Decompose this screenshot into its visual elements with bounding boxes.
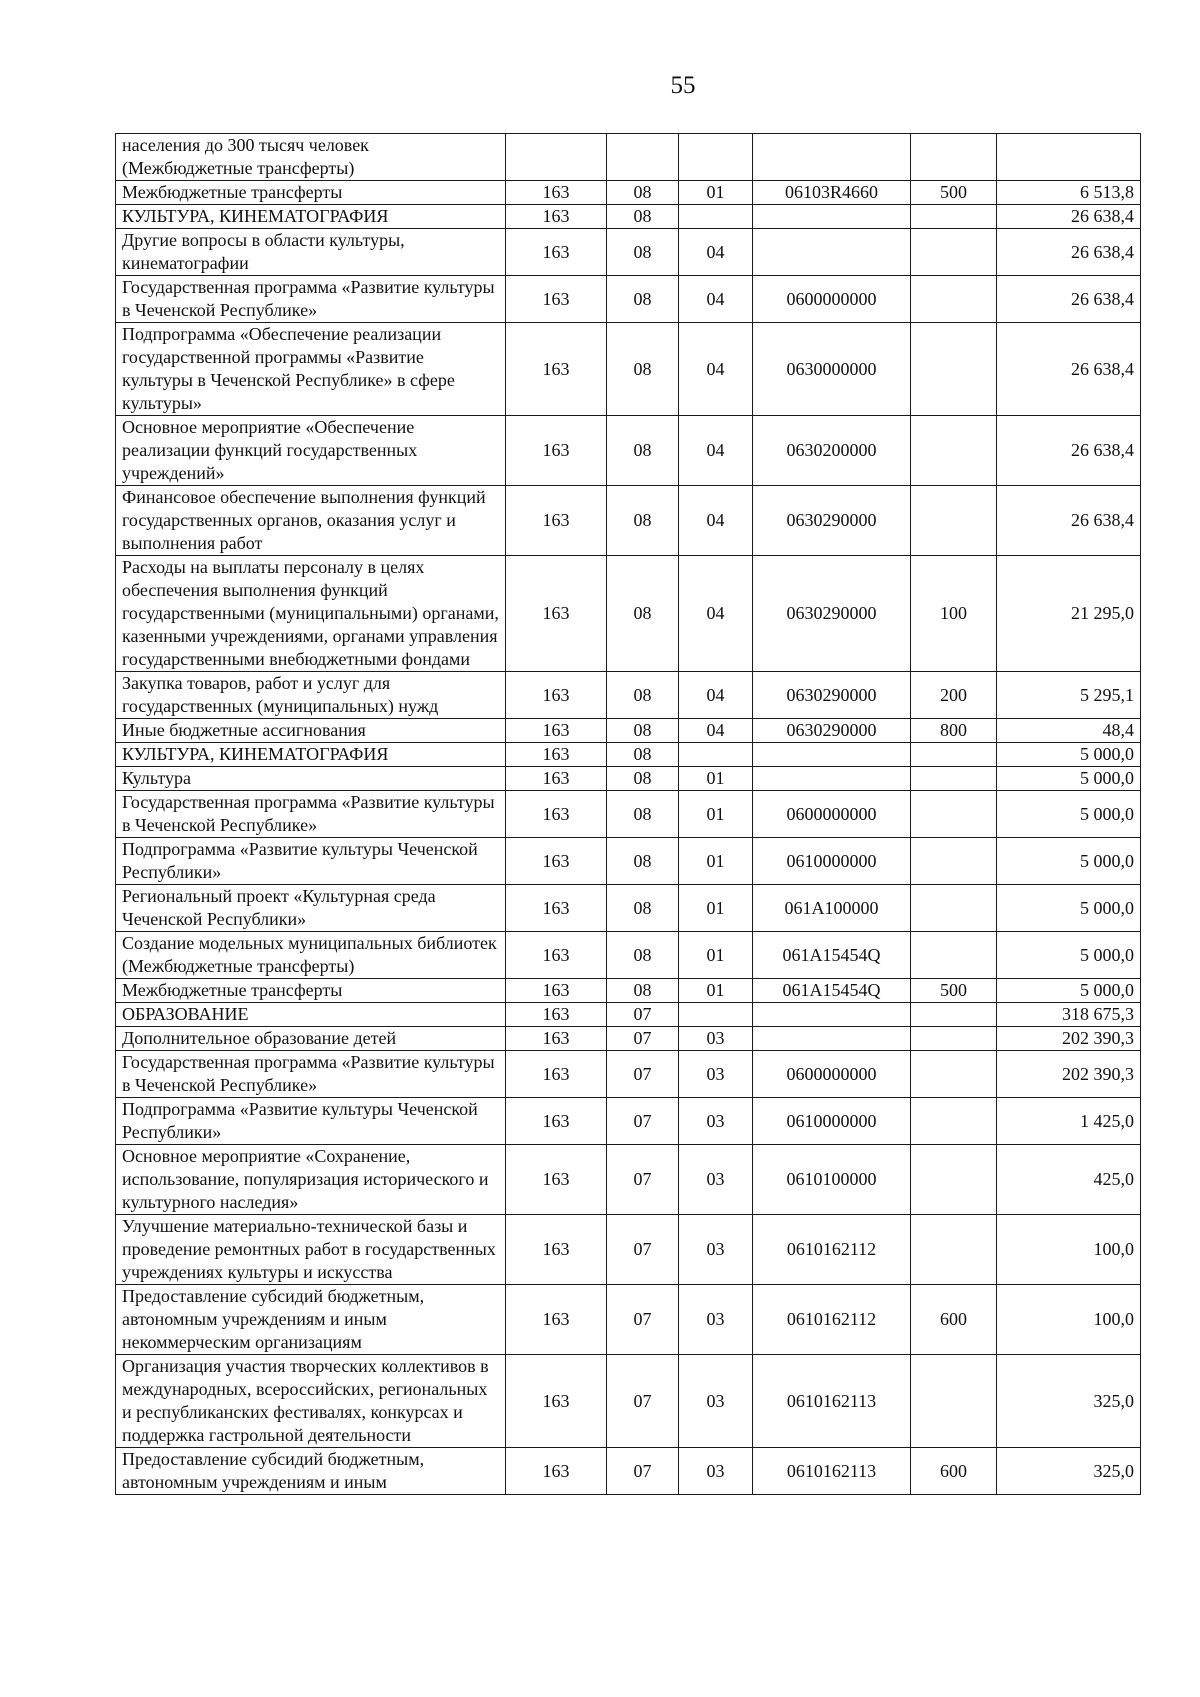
row-name: Межбюджетные трансферты — [116, 181, 506, 205]
subsection-code: 04 — [679, 486, 753, 556]
amount: 5 000,0 — [997, 885, 1141, 932]
amount: 26 638,4 — [997, 229, 1141, 276]
target-article-code: 061A15454Q — [753, 979, 911, 1003]
table-row — [116, 1355, 1141, 1448]
grbs-code: 163 — [506, 416, 607, 486]
subsection-code — [679, 134, 753, 181]
target-article-code — [753, 1027, 911, 1051]
subsection-code: 03 — [679, 1448, 753, 1495]
target-article-code: 0610162112 — [753, 1285, 911, 1355]
row-name: Предоставление субсидий бюджетным, автономным учреждениям и иным некоммерческим организациям — [116, 1285, 506, 1355]
grbs-code: 163 — [506, 719, 607, 743]
table-row — [116, 416, 1141, 486]
table-row — [116, 1051, 1141, 1098]
expense-type-code — [911, 1051, 997, 1098]
target-article-code: 0610162112 — [753, 1215, 911, 1285]
amount: 26 638,4 — [997, 276, 1141, 323]
expense-type-code — [911, 838, 997, 885]
subsection-code: 03 — [679, 1215, 753, 1285]
row-name: Подпрограмма «Обеспечение реализации государственной программы «Развитие культуры в Чеченской Республике» в сфере культуры» — [116, 323, 506, 416]
expense-type-code — [911, 276, 997, 323]
section-code: 07 — [607, 1027, 679, 1051]
grbs-code: 163 — [506, 743, 607, 767]
section-code — [607, 134, 679, 181]
grbs-code: 163 — [506, 1145, 607, 1215]
amount: 100,0 — [997, 1285, 1141, 1355]
grbs-code: 163 — [506, 323, 607, 416]
subsection-code: 04 — [679, 229, 753, 276]
target-article-code: 0600000000 — [753, 791, 911, 838]
subsection-code: 03 — [679, 1051, 753, 1098]
section-code: 08 — [607, 229, 679, 276]
row-name: Иные бюджетные ассигнования — [116, 719, 506, 743]
section-code: 08 — [607, 672, 679, 719]
table-row — [116, 1003, 1141, 1027]
expense-type-code — [911, 743, 997, 767]
expense-type-code — [911, 932, 997, 979]
row-name: Подпрограмма «Развитие культуры Чеченской Республики» — [116, 838, 506, 885]
expense-type-code: 500 — [911, 181, 997, 205]
amount: 21 295,0 — [997, 556, 1141, 672]
target-article-code: 06103R4660 — [753, 181, 911, 205]
amount: 202 390,3 — [997, 1027, 1141, 1051]
subsection-code: 04 — [679, 276, 753, 323]
amount: 1 425,0 — [997, 1098, 1141, 1145]
section-code: 07 — [607, 1051, 679, 1098]
section-code: 08 — [607, 205, 679, 229]
table-row — [116, 885, 1141, 932]
row-name: ОБРАЗОВАНИЕ — [116, 1003, 506, 1027]
row-name: КУЛЬТУРА, КИНЕМАТОГРАФИЯ — [116, 205, 506, 229]
grbs-code: 163 — [506, 1355, 607, 1448]
target-article-code: 0630290000 — [753, 486, 911, 556]
grbs-code: 163 — [506, 276, 607, 323]
row-name: Улучшение материально-технической базы и проведение ремонтных работ в государственных учреждениях культуры и искусства — [116, 1215, 506, 1285]
grbs-code: 163 — [506, 979, 607, 1003]
expense-type-code: 600 — [911, 1448, 997, 1495]
section-code: 08 — [607, 791, 679, 838]
table-row — [116, 838, 1141, 885]
target-article-code: 0610000000 — [753, 838, 911, 885]
grbs-code: 163 — [506, 672, 607, 719]
table-row — [116, 979, 1141, 1003]
table-row — [116, 556, 1141, 672]
amount: 5 000,0 — [997, 838, 1141, 885]
subsection-code: 04 — [679, 719, 753, 743]
section-code: 08 — [607, 932, 679, 979]
section-code: 08 — [607, 323, 679, 416]
expense-type-code — [911, 885, 997, 932]
target-article-code: 0610162113 — [753, 1355, 911, 1448]
expense-type-code — [911, 1215, 997, 1285]
grbs-code: 163 — [506, 791, 607, 838]
subsection-code: 04 — [679, 672, 753, 719]
row-name: КУЛЬТУРА, КИНЕМАТОГРАФИЯ — [116, 743, 506, 767]
target-article-code — [753, 743, 911, 767]
row-name: Финансовое обеспечение выполнения функций государственных органов, оказания услуг и выполнения работ — [116, 486, 506, 556]
section-code: 08 — [607, 885, 679, 932]
amount — [997, 134, 1141, 181]
grbs-code: 163 — [506, 1215, 607, 1285]
grbs-code: 163 — [506, 767, 607, 791]
row-name: Основное мероприятие «Сохранение, использование, популяризация исторического и культурного наследия» — [116, 1145, 506, 1215]
table-row — [116, 672, 1141, 719]
row-name: Межбюджетные трансферты — [116, 979, 506, 1003]
section-code: 07 — [607, 1215, 679, 1285]
amount: 425,0 — [997, 1145, 1141, 1215]
amount: 26 638,4 — [997, 486, 1141, 556]
table-row — [116, 1098, 1141, 1145]
subsection-code: 04 — [679, 556, 753, 672]
section-code: 08 — [607, 416, 679, 486]
target-article-code — [753, 229, 911, 276]
row-name: Региональный проект «Культурная среда Чеченской Республики» — [116, 885, 506, 932]
expense-type-code: 800 — [911, 719, 997, 743]
expense-type-code — [911, 767, 997, 791]
subsection-code: 01 — [679, 791, 753, 838]
amount: 325,0 — [997, 1355, 1141, 1448]
grbs-code: 163 — [506, 1027, 607, 1051]
row-name: Культура — [116, 767, 506, 791]
amount: 5 000,0 — [997, 979, 1141, 1003]
amount: 202 390,3 — [997, 1051, 1141, 1098]
section-code: 08 — [607, 181, 679, 205]
table-row — [116, 1027, 1141, 1051]
row-name: Подпрограмма «Развитие культуры Чеченской Республики» — [116, 1098, 506, 1145]
section-code: 08 — [607, 743, 679, 767]
page-number: 55 — [670, 72, 696, 99]
row-name: Организация участия творческих коллективов в международных, всероссийских, региональных и республиканских фестивалях, конкурсах и поддержка гастрольной деятельности — [116, 1355, 506, 1448]
amount: 5 000,0 — [997, 791, 1141, 838]
table-row — [116, 134, 1141, 181]
target-article-code: 0630290000 — [753, 672, 911, 719]
subsection-code: 01 — [679, 181, 753, 205]
section-code: 08 — [607, 979, 679, 1003]
expense-type-code — [911, 1027, 997, 1051]
expense-type-code — [911, 134, 997, 181]
target-article-code — [753, 767, 911, 791]
amount: 5 295,1 — [997, 672, 1141, 719]
table-row — [116, 791, 1141, 838]
section-code: 07 — [607, 1145, 679, 1215]
target-article-code: 0630290000 — [753, 719, 911, 743]
section-code: 07 — [607, 1285, 679, 1355]
expense-type-code: 100 — [911, 556, 997, 672]
target-article-code: 0630290000 — [753, 556, 911, 672]
subsection-code: 04 — [679, 416, 753, 486]
subsection-code: 03 — [679, 1355, 753, 1448]
grbs-code: 163 — [506, 1003, 607, 1027]
subsection-code: 01 — [679, 767, 753, 791]
target-article-code: 061A100000 — [753, 885, 911, 932]
target-article-code: 0610000000 — [753, 1098, 911, 1145]
grbs-code: 163 — [506, 885, 607, 932]
grbs-code: 163 — [506, 486, 607, 556]
expense-type-code — [911, 791, 997, 838]
row-name: Предоставление субсидий бюджетным, автономным учреждениям и иным — [116, 1448, 506, 1495]
target-article-code — [753, 205, 911, 229]
table-row — [116, 1215, 1141, 1285]
expense-type-code — [911, 323, 997, 416]
target-article-code: 0630000000 — [753, 323, 911, 416]
grbs-code: 163 — [506, 838, 607, 885]
subsection-code: 03 — [679, 1098, 753, 1145]
grbs-code: 163 — [506, 1098, 607, 1145]
section-code: 08 — [607, 486, 679, 556]
row-name: населения до 300 тысяч человек (Межбюджетные трансферты) — [116, 134, 506, 181]
row-name: Дополнительное образование детей — [116, 1027, 506, 1051]
row-name: Другие вопросы в области культуры, кинематографии — [116, 229, 506, 276]
grbs-code: 163 — [506, 932, 607, 979]
grbs-code — [506, 134, 607, 181]
grbs-code: 163 — [506, 1448, 607, 1495]
table-row — [116, 743, 1141, 767]
subsection-code: 03 — [679, 1285, 753, 1355]
target-article-code: 061A15454Q — [753, 932, 911, 979]
expense-type-code — [911, 1145, 997, 1215]
row-name: Государственная программа «Развитие культуры в Чеченской Республике» — [116, 791, 506, 838]
table-row — [116, 1285, 1141, 1355]
row-name: Государственная программа «Развитие культуры в Чеченской Республике» — [116, 1051, 506, 1098]
grbs-code: 163 — [506, 181, 607, 205]
table-row — [116, 1145, 1141, 1215]
expense-type-code — [911, 229, 997, 276]
grbs-code: 163 — [506, 556, 607, 672]
budget-table-body — [116, 134, 1141, 1495]
subsection-code — [679, 1003, 753, 1027]
expense-type-code: 200 — [911, 672, 997, 719]
expense-type-code — [911, 486, 997, 556]
amount: 5 000,0 — [997, 743, 1141, 767]
amount: 318 675,3 — [997, 1003, 1141, 1027]
subsection-code: 01 — [679, 932, 753, 979]
table-row — [116, 323, 1141, 416]
expense-type-code — [911, 205, 997, 229]
budget-table — [115, 133, 1141, 1495]
subsection-code: 01 — [679, 885, 753, 932]
subsection-code — [679, 205, 753, 229]
target-article-code: 0600000000 — [753, 276, 911, 323]
amount: 100,0 — [997, 1215, 1141, 1285]
table-row — [116, 229, 1141, 276]
section-code: 07 — [607, 1098, 679, 1145]
section-code: 08 — [607, 838, 679, 885]
row-name: Государственная программа «Развитие культуры в Чеченской Республике» — [116, 276, 506, 323]
table-row — [116, 767, 1141, 791]
amount: 325,0 — [997, 1448, 1141, 1495]
grbs-code: 163 — [506, 205, 607, 229]
table-row — [116, 205, 1141, 229]
subsection-code — [679, 743, 753, 767]
row-name: Основное мероприятие «Обеспечение реализации функций государственных учреждений» — [116, 416, 506, 486]
target-article-code: 0600000000 — [753, 1051, 911, 1098]
row-name: Расходы на выплаты персоналу в целях обеспечения выполнения функций государственными (муниципальными) органами, казенными учреждениями, органами управления государственными внебюджетными фондами — [116, 556, 506, 672]
table-row — [116, 276, 1141, 323]
subsection-code: 01 — [679, 838, 753, 885]
table-row — [116, 181, 1141, 205]
section-code: 07 — [607, 1355, 679, 1448]
table-row — [116, 1448, 1141, 1495]
section-code: 08 — [607, 767, 679, 791]
grbs-code: 163 — [506, 1285, 607, 1355]
target-article-code — [753, 134, 911, 181]
section-code: 08 — [607, 276, 679, 323]
subsection-code: 01 — [679, 979, 753, 1003]
table-row — [116, 932, 1141, 979]
expense-type-code — [911, 416, 997, 486]
table-row — [116, 486, 1141, 556]
grbs-code: 163 — [506, 1051, 607, 1098]
target-article-code: 0610162113 — [753, 1448, 911, 1495]
subsection-code: 03 — [679, 1145, 753, 1215]
subsection-code: 04 — [679, 323, 753, 416]
row-name: Создание модельных муниципальных библиотек (Межбюджетные трансферты) — [116, 932, 506, 979]
section-code: 08 — [607, 719, 679, 743]
amount: 26 638,4 — [997, 323, 1141, 416]
target-article-code: 0630200000 — [753, 416, 911, 486]
amount: 6 513,8 — [997, 181, 1141, 205]
section-code: 08 — [607, 556, 679, 672]
section-code: 07 — [607, 1003, 679, 1027]
amount: 26 638,4 — [997, 205, 1141, 229]
grbs-code: 163 — [506, 229, 607, 276]
amount: 48,4 — [997, 719, 1141, 743]
target-article-code: 0610100000 — [753, 1145, 911, 1215]
amount: 5 000,0 — [997, 932, 1141, 979]
amount: 5 000,0 — [997, 767, 1141, 791]
subsection-code: 03 — [679, 1027, 753, 1051]
expense-type-code: 600 — [911, 1285, 997, 1355]
section-code: 07 — [607, 1448, 679, 1495]
expense-type-code — [911, 1098, 997, 1145]
expense-type-code — [911, 1355, 997, 1448]
expense-type-code: 500 — [911, 979, 997, 1003]
row-name: Закупка товаров, работ и услуг для государственных (муниципальных) нужд — [116, 672, 506, 719]
table-row — [116, 719, 1141, 743]
target-article-code — [753, 1003, 911, 1027]
expense-type-code — [911, 1003, 997, 1027]
amount: 26 638,4 — [997, 416, 1141, 486]
